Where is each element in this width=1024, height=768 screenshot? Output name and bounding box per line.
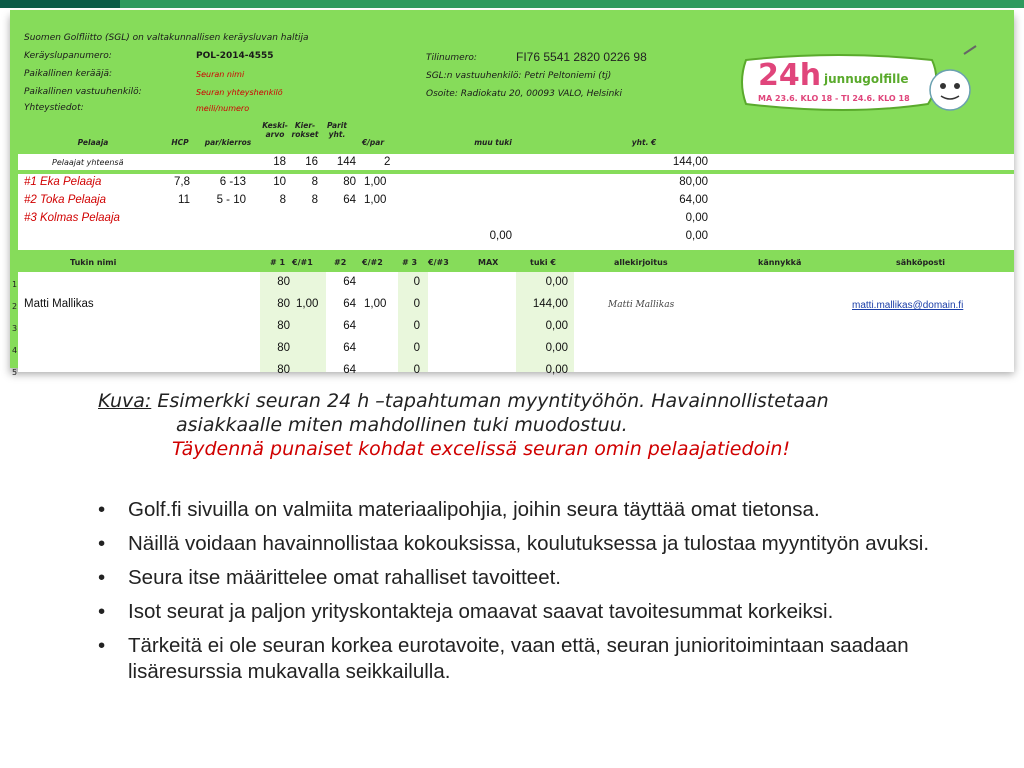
support-n2: 64 [343,298,356,310]
player-kierrokset: 8 [311,176,318,188]
max-header: MAX [478,258,499,267]
header-line-4-label: Yhteystiedot: [24,103,84,113]
player-hcp: 11 [178,194,190,206]
tukin-nimi-header: Tukin nimi [70,258,117,267]
e1-header: €/#1 [292,258,313,267]
totals-yht: 144,00 [672,156,708,168]
bullet-item: • Seura itse määrittelee omat rahalliset tavoitteet. [98,565,1008,591]
e2-header: €/#2 [362,258,383,267]
support-n1: 80 [277,364,290,376]
support-n3: 0 [413,364,420,376]
row-number: 5 [12,368,18,377]
sgl-address: Osoite: Radiokatu 20, 00093 VALO, Helsinki [426,89,623,99]
figure-caption [98,389,978,461]
col-parit: Parit yht. [327,121,347,139]
logo-dates: MA 23.6. KLO 18 - TI 24.6. KLO 18 [758,94,910,103]
permit-number: POL-2014-4555 [196,51,274,61]
player-name: #3 Kolmas Pelaaja [24,212,120,224]
header-line-2-label: Paikallinen kerääjä: [24,69,113,79]
totals-kierrokset: 16 [305,156,318,168]
logo-small-text: junnugolfille [824,72,909,86]
tuki-header: tuki € [530,258,556,267]
col-hcp: HCP [171,138,189,147]
bullet-list [98,497,1008,693]
spreadsheet-screenshot [10,10,1014,377]
bullet-item: • Golf.fi sivuilla on valmiita materiaalipohjia, joihin seura täyttää omat tietonsa. [98,497,1008,523]
player-yht: 0,00 [685,230,708,242]
player-name: #2 Toka Pelaaja [24,194,107,206]
n2-header: #2 [334,258,347,267]
player-keskiarvo: 8 [279,194,286,206]
row-number: 1 [12,280,18,289]
support-n1: 80 [277,276,290,288]
kannykka-header: kännykkä [758,258,802,267]
row-number: 2 [12,302,18,311]
caption-red-instruction: Täydennä punaiset kohdat excelissä seuran omin pelaajatiedoin! [172,438,791,460]
support-n3: 0 [413,342,420,354]
support-n1: 80 [277,298,290,310]
col-par-kierros: par/kierros [204,138,252,147]
n3-header: # 3 [402,258,418,267]
support-n3: 0 [413,298,420,310]
support-n2: 64 [343,276,356,288]
e3-header: €/#3 [428,258,449,267]
col-muu-tuki: muu tuki [474,138,512,147]
header-line-1-label: Keräyslupanumero: [24,51,112,61]
support-n2: 64 [343,320,356,332]
n1-header: # 1 [270,258,286,267]
account-number-label: Tilinumero: [426,53,477,63]
spreadsheet-content [12,16,1014,377]
player-keskiarvo: 10 [273,176,286,188]
contact-info-placeholder: meili/numero [196,104,250,113]
header-line-0: Suomen Golfliitto (SGL) on valtakunnallisen keräysluvan haltija [24,33,309,43]
sgl-contact: SGL:n vastuuhenkilö: Petri Peltoniemi (tj) [426,71,612,81]
support-n2: 64 [343,342,356,354]
player-parit: 80 [343,176,356,188]
col-pelaaja: Pelaaja [77,138,109,147]
club-name-placeholder: Seuran nimi [196,70,245,79]
support-tuki: 144,00 [532,298,568,310]
email-link[interactable]: matti.mallikas@domain.fi [852,300,964,311]
caption-label: Kuva: [98,390,152,412]
header-line-3-label: Paikallinen vastuuhenkilö: [24,87,142,97]
bullet-item: • Näillä voidaan havainnollistaa kokouksissa, koulutuksessa ja tulostaa myyntityön avuksi. [98,531,1008,557]
allekirjoitus-header: allekirjoitus [614,258,668,267]
player-kierrokset: 8 [311,194,318,206]
support-n1: 80 [277,320,290,332]
caption-line-2: asiakkaalle miten mahdollinen tuki muodostuu. [176,414,628,436]
support-e1: 1,00 [296,298,319,310]
player-muu: 0,00 [489,230,512,242]
player-par: 5 - 10 [216,194,246,206]
player-name: #1 Eka Pelaaja [24,176,102,188]
col-keskiarvo: Keski- arvo [262,121,288,139]
player-parit: 64 [343,194,356,206]
support-n3: 0 [413,320,420,332]
account-number: FI76 5541 2820 0226 98 [516,50,647,64]
event-logo [728,46,978,118]
top-logo-strip [0,0,120,8]
player-par: 6 -13 [219,176,246,188]
col-kierrokset: Kier- rokset [291,121,319,139]
player-yht: 80,00 [679,176,708,188]
totals-label: Pelaajat yhteensä [52,158,124,167]
col-yht: yht. € [631,138,657,147]
row-number: 3 [12,324,18,333]
support-tuki: 0,00 [545,320,568,332]
contact-person-placeholder: Seuran yhteyshenkilö [196,88,283,97]
support-tuki: 0,00 [545,364,568,376]
signature: Matti Mallikas [608,300,675,310]
sahkoposti-header: sähköposti [896,258,946,267]
bullet-item: • Tärkeitä ei ole seuran korkea eurotavoite, vaan että, seuran junioritoimintaan saadaan lisäresurssia mukavalla seikkailulla. [98,633,1008,685]
support-n2: 64 [343,364,356,376]
top-accent-bar [0,0,1024,8]
totals-keskiarvo: 18 [273,156,286,168]
totals-eur-par: 2 [384,156,391,168]
support-tuki: 0,00 [545,342,568,354]
support-tuki: 0,00 [545,276,568,288]
support-name: Matti Mallikas [24,298,94,310]
support-n3: 0 [413,276,420,288]
support-e2: 1,00 [364,298,387,310]
support-n1: 80 [277,342,290,354]
player-yht: 64,00 [679,194,708,206]
caption-line-1: Esimerkki seuran 24 h –tapahtuman myyntityöhön. Havainnollistetaan [151,390,829,412]
col-eur-par: €/par [361,138,385,147]
row-number: 4 [12,346,18,355]
bullet-item: • Isot seurat ja paljon yrityskontakteja omaavat saavat tavoitesummat korkeiksi. [98,599,1008,625]
player-eur-par: 1,00 [364,194,387,206]
totals-parit: 144 [336,156,356,168]
player-eur-par: 1,00 [364,176,387,188]
player-yht: 0,00 [685,212,708,224]
logo-big-text: 24h [758,58,822,93]
player-hcp: 7,8 [174,176,190,188]
totals-band [18,154,1014,170]
